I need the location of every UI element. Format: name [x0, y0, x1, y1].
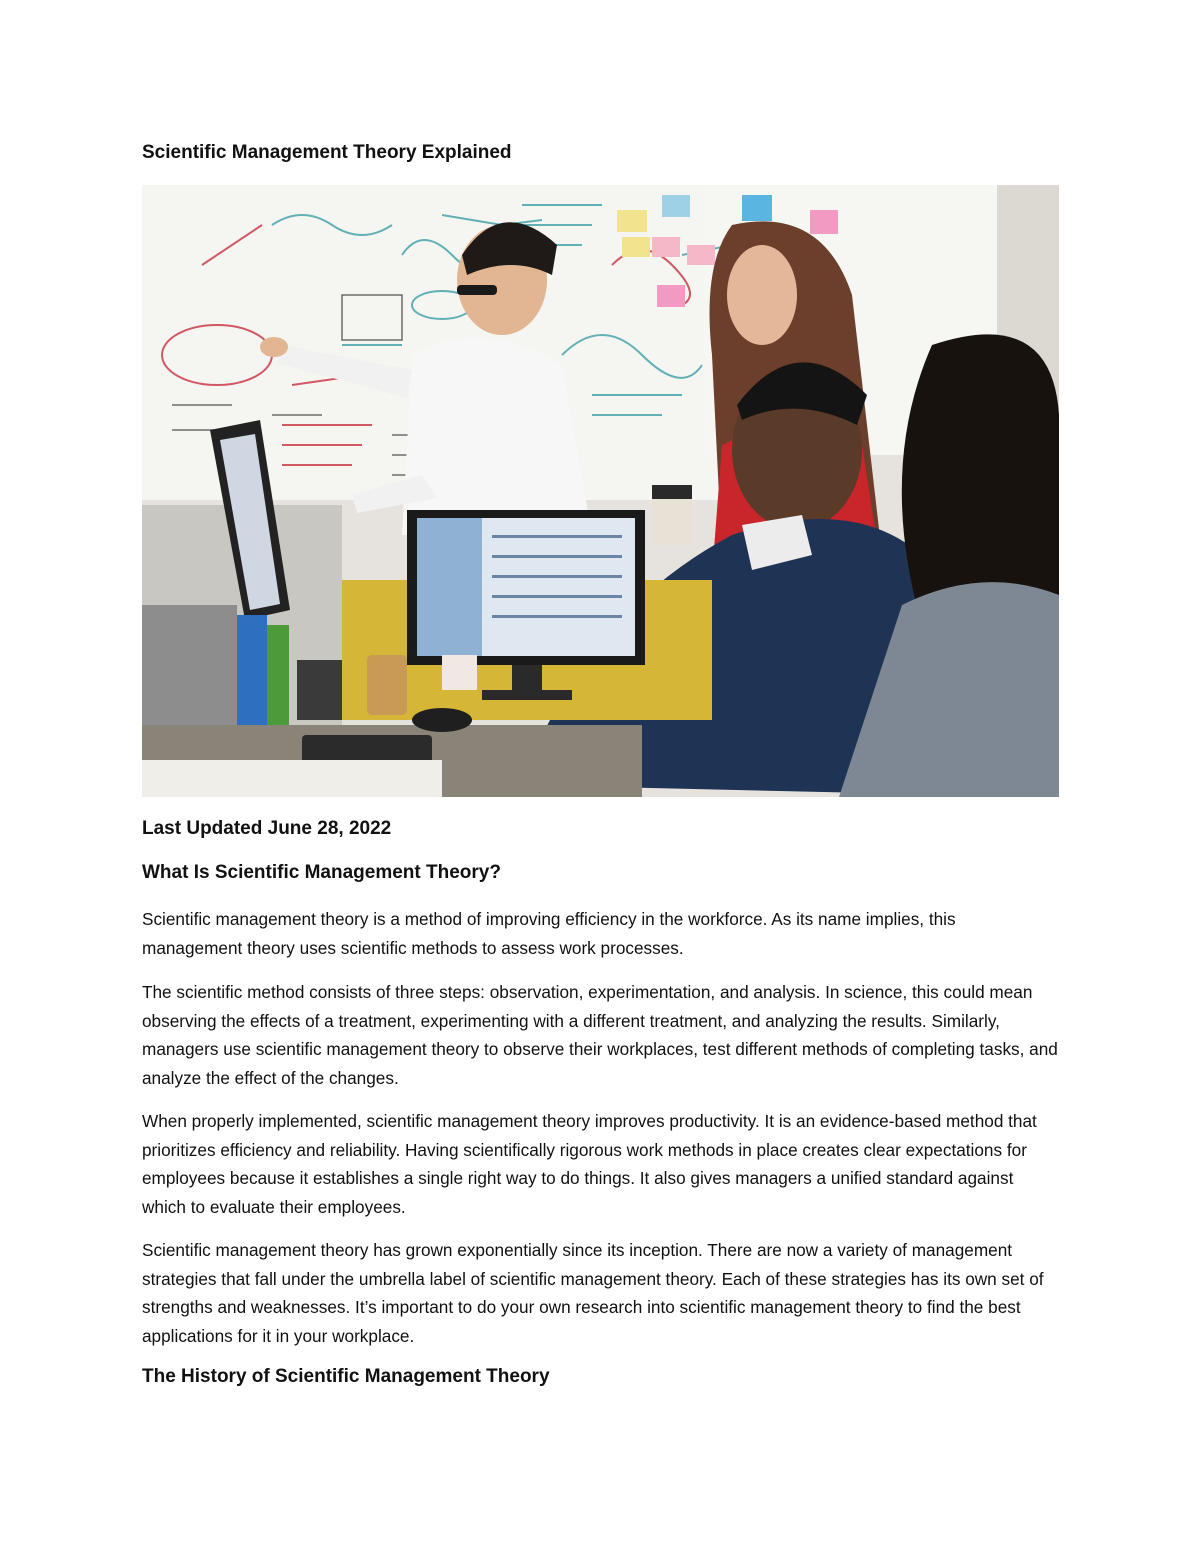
office-meeting-photo	[142, 185, 1059, 797]
paragraph-4: Scientific management theory has grown exponentially since its inception. There are now a variety of management strategies that fall under the umbrella label of scientific management theory. Each of these strategies has its own set of strengths and weaknesses. It’s important to do your own research into scientific management theory to find the best applications for it in your workplace.	[142, 1240, 1044, 1347]
section-heading-history: The History of Scientific Management Theory	[142, 1366, 550, 1387]
last-updated-date: Last Updated June 28, 2022	[142, 818, 392, 839]
document-title: Scientific Management Theory Explained	[142, 142, 512, 163]
section-heading-what-is: What Is Scientific Management Theory?	[142, 862, 501, 883]
paragraph-3: When properly implemented, scientific management theory improves productivity. It is an evidence-based method that prioritizes efficiency and reliability. Having scientifically rigorous work methods in place creates clear expectations for employees because it establishes a single right way to do things. It also gives managers a unified standard against which to evaluate their employees.	[142, 1111, 1037, 1218]
paragraph-1: Scientific management theory is a method of improving efficiency in the workforce. As its name implies, this management theory uses scientific methods to assess work processes.	[142, 909, 956, 958]
paragraph-2: The scientific method consists of three steps: observation, experimentation, and analysis. In science, this could mean observing the effects of a treatment, experimenting with a different treatment, and analyzing the results. Similarly, managers use scientific management theory to observe their workplaces, test different methods of completing tasks, and analyze the effect of the changes.	[142, 982, 1058, 1089]
